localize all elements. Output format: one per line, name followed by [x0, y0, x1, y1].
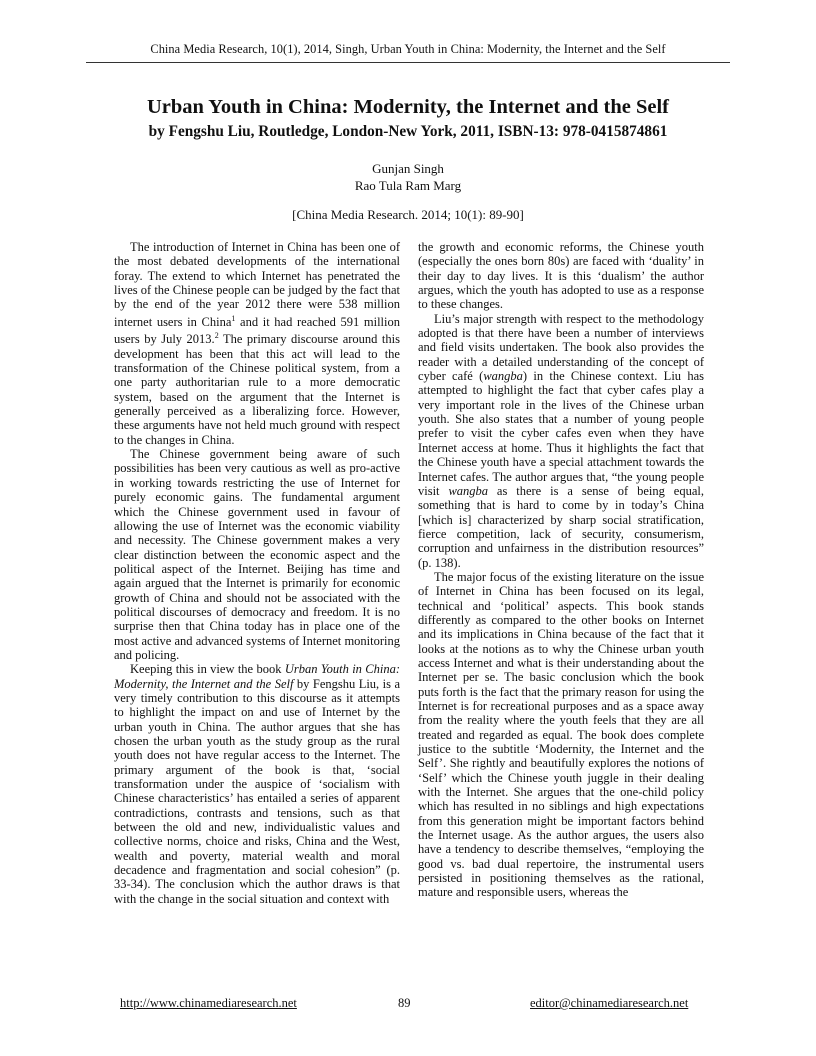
- paragraph-text: as there is a sense of being equal, something that is hard to come by in today’s China [which is] characterized by sharp social stratification, fierce competition, lack of security, consumerism, corruption and unfairness in the distribution resources” (p. 138).: [418, 483, 704, 570]
- book-title-italic: Urban Youth in China: Modernity, the Internet and the Self: [114, 662, 401, 691]
- paragraph: The major focus of the existing literature on the issue of Internet in China has been focused on its legal, technical and ‘political’ aspects. This book stands differently as compared to the other books on Internet and its implications in China because of the fact that it looks at the notions as to why the Chinese urban youth access Internet and what is their understanding about the Internet per se. The basic conclusion which the book puts forth is the fact that the primary reason for using the Internet is for recreational purposes and as a space away from the reality where the youth feels that they are all treated and regarded as equal. The book does complete justice to the subtitle ‘Modernity, the Internet and the Self’. She rightly and beautifully explores the notions of ‘Self’ which the Chinese youth juggle in their dealing with the Internet. She argues that the one-child policy which has resulted in no siblings and high expectations from this generation might be important factors behind the Internet usage. As the author argues, the users also have a tendency to describe themselves, “employing the good vs. bad dual repertoire, the instrumental users persisted in positioning themselves as the rational, mature and responsible users, whereas the: [418, 569, 704, 900]
- paragraph-text: Keeping this in view the book: [130, 662, 285, 677]
- article-title: Urban Youth in China: Modernity, the Internet and the Self: [146, 96, 670, 118]
- term-italic: wangba: [483, 369, 523, 384]
- author-affiliation: Rao Tula Ram Marg: [354, 178, 462, 193]
- author-name: Gunjan Singh: [372, 161, 444, 176]
- paragraph-text: by Fengshu Liu, is a very timely contribution to this discourse as it attempts to highlight the impact on and use of Internet by the urban youth in China. The author argues that she has chosen the urban youth as the study group as the rural youth does not have regular access to the Internet. The primary argument of the book is that, ‘social transformation under the auspice of ‘socialism with Chinese characteristics’ has entailed a series of apparent contradictions, contrasts and tensions, such as that between the old and new, individualistic values and collective norms, choice and risks, China and the West, wealth and poverty, material wealth and moral decadence and fragmentation and social cohesion” (p. 33-34). The conclusion which the author draws is that with the change in the social situation and context with: [114, 676, 400, 906]
- citation: [China Media Research. 2014; 10(1): 89-90]: [292, 207, 524, 222]
- paragraph: [114, 240, 400, 447]
- running-header: China Media Research, 10(1), 2014, Singh, Urban Youth in China: Modernity, the Internet and the Self: [150, 42, 666, 56]
- page-number: 89: [398, 996, 411, 1010]
- paragraph-text: ) in the Chinese context. Liu has attempted to highlight the fact that cyber cafes play a very important role in the lives of the Chinese urban youth. She also states that a number of young people prefer to visit the cyber cafes even when they have Internet access at home. Thus it highlights the fact that the Chinese youth have a special attachment towards the Internet cafes. The author argues that, “the young people visit: [418, 369, 704, 498]
- right-column: [418, 240, 704, 900]
- paragraph: the growth and economic reforms, the Chinese youth (especially the ones born 80s) are faced with ‘duality’ in their day to day lives. It is this ‘dualism’ the author argues, which the youth has adopted to use as a response to these changes.: [418, 240, 704, 312]
- paragraph-text: Liu’s major strength with respect to the methodology adopted is that there have been a number of interviews and field visits undertaken. The book also provides the reader with a detailed understanding of the concept of cyber café (: [418, 311, 704, 384]
- paragraph-text: and it had reached 591 million users by July 2013.: [114, 314, 401, 347]
- footer-website-link[interactable]: http://www.chinamediaresearch.net: [120, 996, 297, 1010]
- paragraph-text: The introduction of Internet in China has been one of the most debated developments of the international foray. The extend to which Internet has penetrated the lives of the Chinese people can be judged by the fact that by the end of the year 2012 there were 538 million internet users in China: [114, 240, 400, 329]
- left-column: [114, 240, 400, 906]
- paragraph: [114, 662, 400, 906]
- footnote-ref-1: 1: [231, 313, 236, 323]
- header-divider: [86, 62, 730, 63]
- paragraph: [418, 312, 704, 570]
- paragraph: The Chinese government being aware of such possibilities has been very cautious as well as pro-active in working towards restricting the use of Internet for purely economic gains. The fundamental argument which the Chinese government used in favour of allowing the use of Internet was the economic viability and necessity. The Chinese government makes a very clear distinction between the economic aspect and the political aspect of the Internet. Beijing has time and again argued that the Internet is primarily for economic growth of China and should not be associated with the political discourses of democracy and freedom. It is no surprise then that China today has in place one of the most active and advanced systems of Internet monitoring and policing.: [114, 447, 400, 662]
- footnote-ref-2: 2: [214, 331, 219, 341]
- term-italic: wangba: [448, 483, 489, 498]
- footer-email-link[interactable]: editor@chinamediaresearch.net: [530, 996, 689, 1010]
- paragraph-text: The primary discourse around this development has been that this act will lead to the transformation of the Chinese political system, from a one party authoritarian rule to a more democratic system, based on the argument that the Internet is generally perceived as a liberalizing force. However, these arguments have not held much ground with respect to the changes in China.: [114, 332, 400, 447]
- article-subtitle: by Fengshu Liu, Routledge, London-New York, 2011, ISBN-13: 978-0415874861: [148, 123, 668, 140]
